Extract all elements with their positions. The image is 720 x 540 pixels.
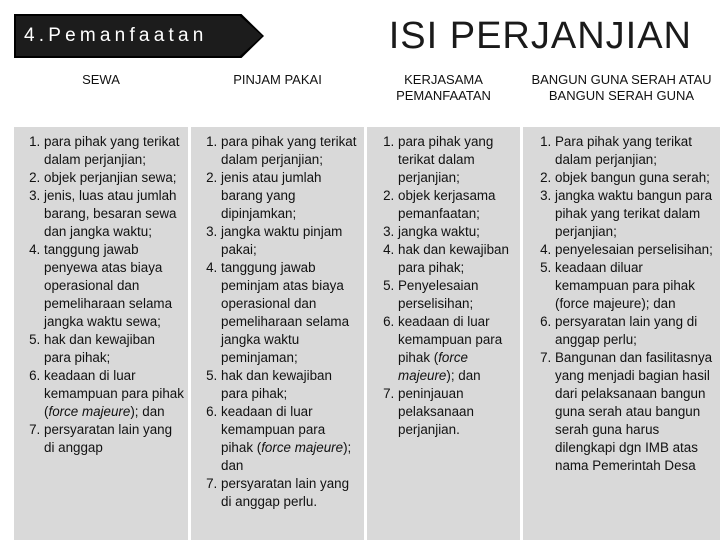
list-item: 4. penyelesaian perselisihan; — [555, 241, 718, 259]
list-item: 6. keadaan di luar kemampuan para pihak (force majeure); dan — [221, 403, 360, 475]
list-item: 5. hak dan kewajiban para pihak; — [44, 331, 184, 367]
item-list — [523, 127, 720, 475]
list-item: 4. tanggung jawab peminjam atas biaya operasional dan pemeliharaan selama jangka waktu peminjaman; — [221, 259, 360, 367]
list-item: 1. para pihak yang terikat dalam perjanjian; — [44, 133, 184, 169]
column-body-kerjasama-pemanfaatan — [367, 127, 520, 540]
section-label: 4.Pemanfaatan — [24, 25, 208, 46]
list-item: 7. Bangunan dan fasilitasnya yang menjadi bagian hasil dari pelaksanaan bangun guna serah atau bangun serah guna harus dilengkapi dgn IMB atas nama Pemerintah Desa — [555, 349, 718, 475]
item-list — [14, 127, 188, 457]
list-item: 1. Para pihak yang terikat dalam perjanjian; — [555, 133, 718, 169]
column-heading-bangun-guna-serah: BANGUN GUNA SERAH ATAU BANGUN SERAH GUNA — [523, 67, 720, 127]
list-item: 7. persyaratan lain yang di anggap perlu. — [221, 475, 360, 511]
list-item: 5. keadaan diluar kemampuan para pihak (force majeure); dan — [555, 259, 718, 313]
list-item: 7. peninjauan pelaksanaan perjanjian. — [398, 385, 516, 439]
list-item: 3. jenis, luas atau jumlah barang, besaran sewa dan jangka waktu; — [44, 187, 184, 241]
page-title: ISI PERJANJIAN — [388, 15, 692, 57]
column-heading-sewa: SEWA — [14, 67, 188, 127]
list-item: 2. jenis atau jumlah barang yang dipinjamkan; — [221, 169, 360, 223]
list-item: 3. jangka waktu pinjam pakai; — [221, 223, 360, 259]
column-body-sewa — [14, 127, 188, 540]
list-item: 4. tanggung jawab penyewa atas biaya operasional dan pemeliharaan selama jangka waktu sewa; — [44, 241, 184, 331]
list-item: 1. para pihak yang terikat dalam perjanjian; — [221, 133, 360, 169]
list-item: 6. keadaan di luar kemampuan para pihak (force majeure); dan — [44, 367, 184, 421]
list-item: 2. objek bangun guna serah; — [555, 169, 718, 187]
list-item: 1. para pihak yang terikat dalam perjanjian; — [398, 133, 516, 187]
list-item: 3. jangka waktu bangun para pihak yang terikat dalam perjanjian; — [555, 187, 718, 241]
column-heading-kerjasama-pemanfaatan: KERJASAMA PEMANFAATAN — [367, 67, 520, 127]
column-body-bangun-guna-serah — [523, 127, 720, 540]
list-item: 7. persyaratan lain yang di anggap — [44, 421, 184, 457]
list-item: 4. hak dan kewajiban para pihak; — [398, 241, 516, 277]
list-item: 2. objek kerjasama pemanfaatan; — [398, 187, 516, 223]
column-heading-pinjam-pakai: PINJAM PAKAI — [191, 67, 364, 127]
list-item: 3. jangka waktu; — [398, 223, 516, 241]
list-item: 6. keadaan di luar kemampuan para pihak (force majeure); dan — [398, 313, 516, 385]
list-item: 2. objek perjanjian sewa; — [44, 169, 184, 187]
list-item: 5. Penyelesaian perselisihan; — [398, 277, 516, 313]
item-list — [367, 127, 520, 439]
list-item: 6. persyaratan lain yang di anggap perlu; — [555, 313, 718, 349]
list-item: 5. hak dan kewajiban para pihak; — [221, 367, 360, 403]
column-body-pinjam-pakai — [191, 127, 364, 540]
item-list — [191, 127, 364, 511]
